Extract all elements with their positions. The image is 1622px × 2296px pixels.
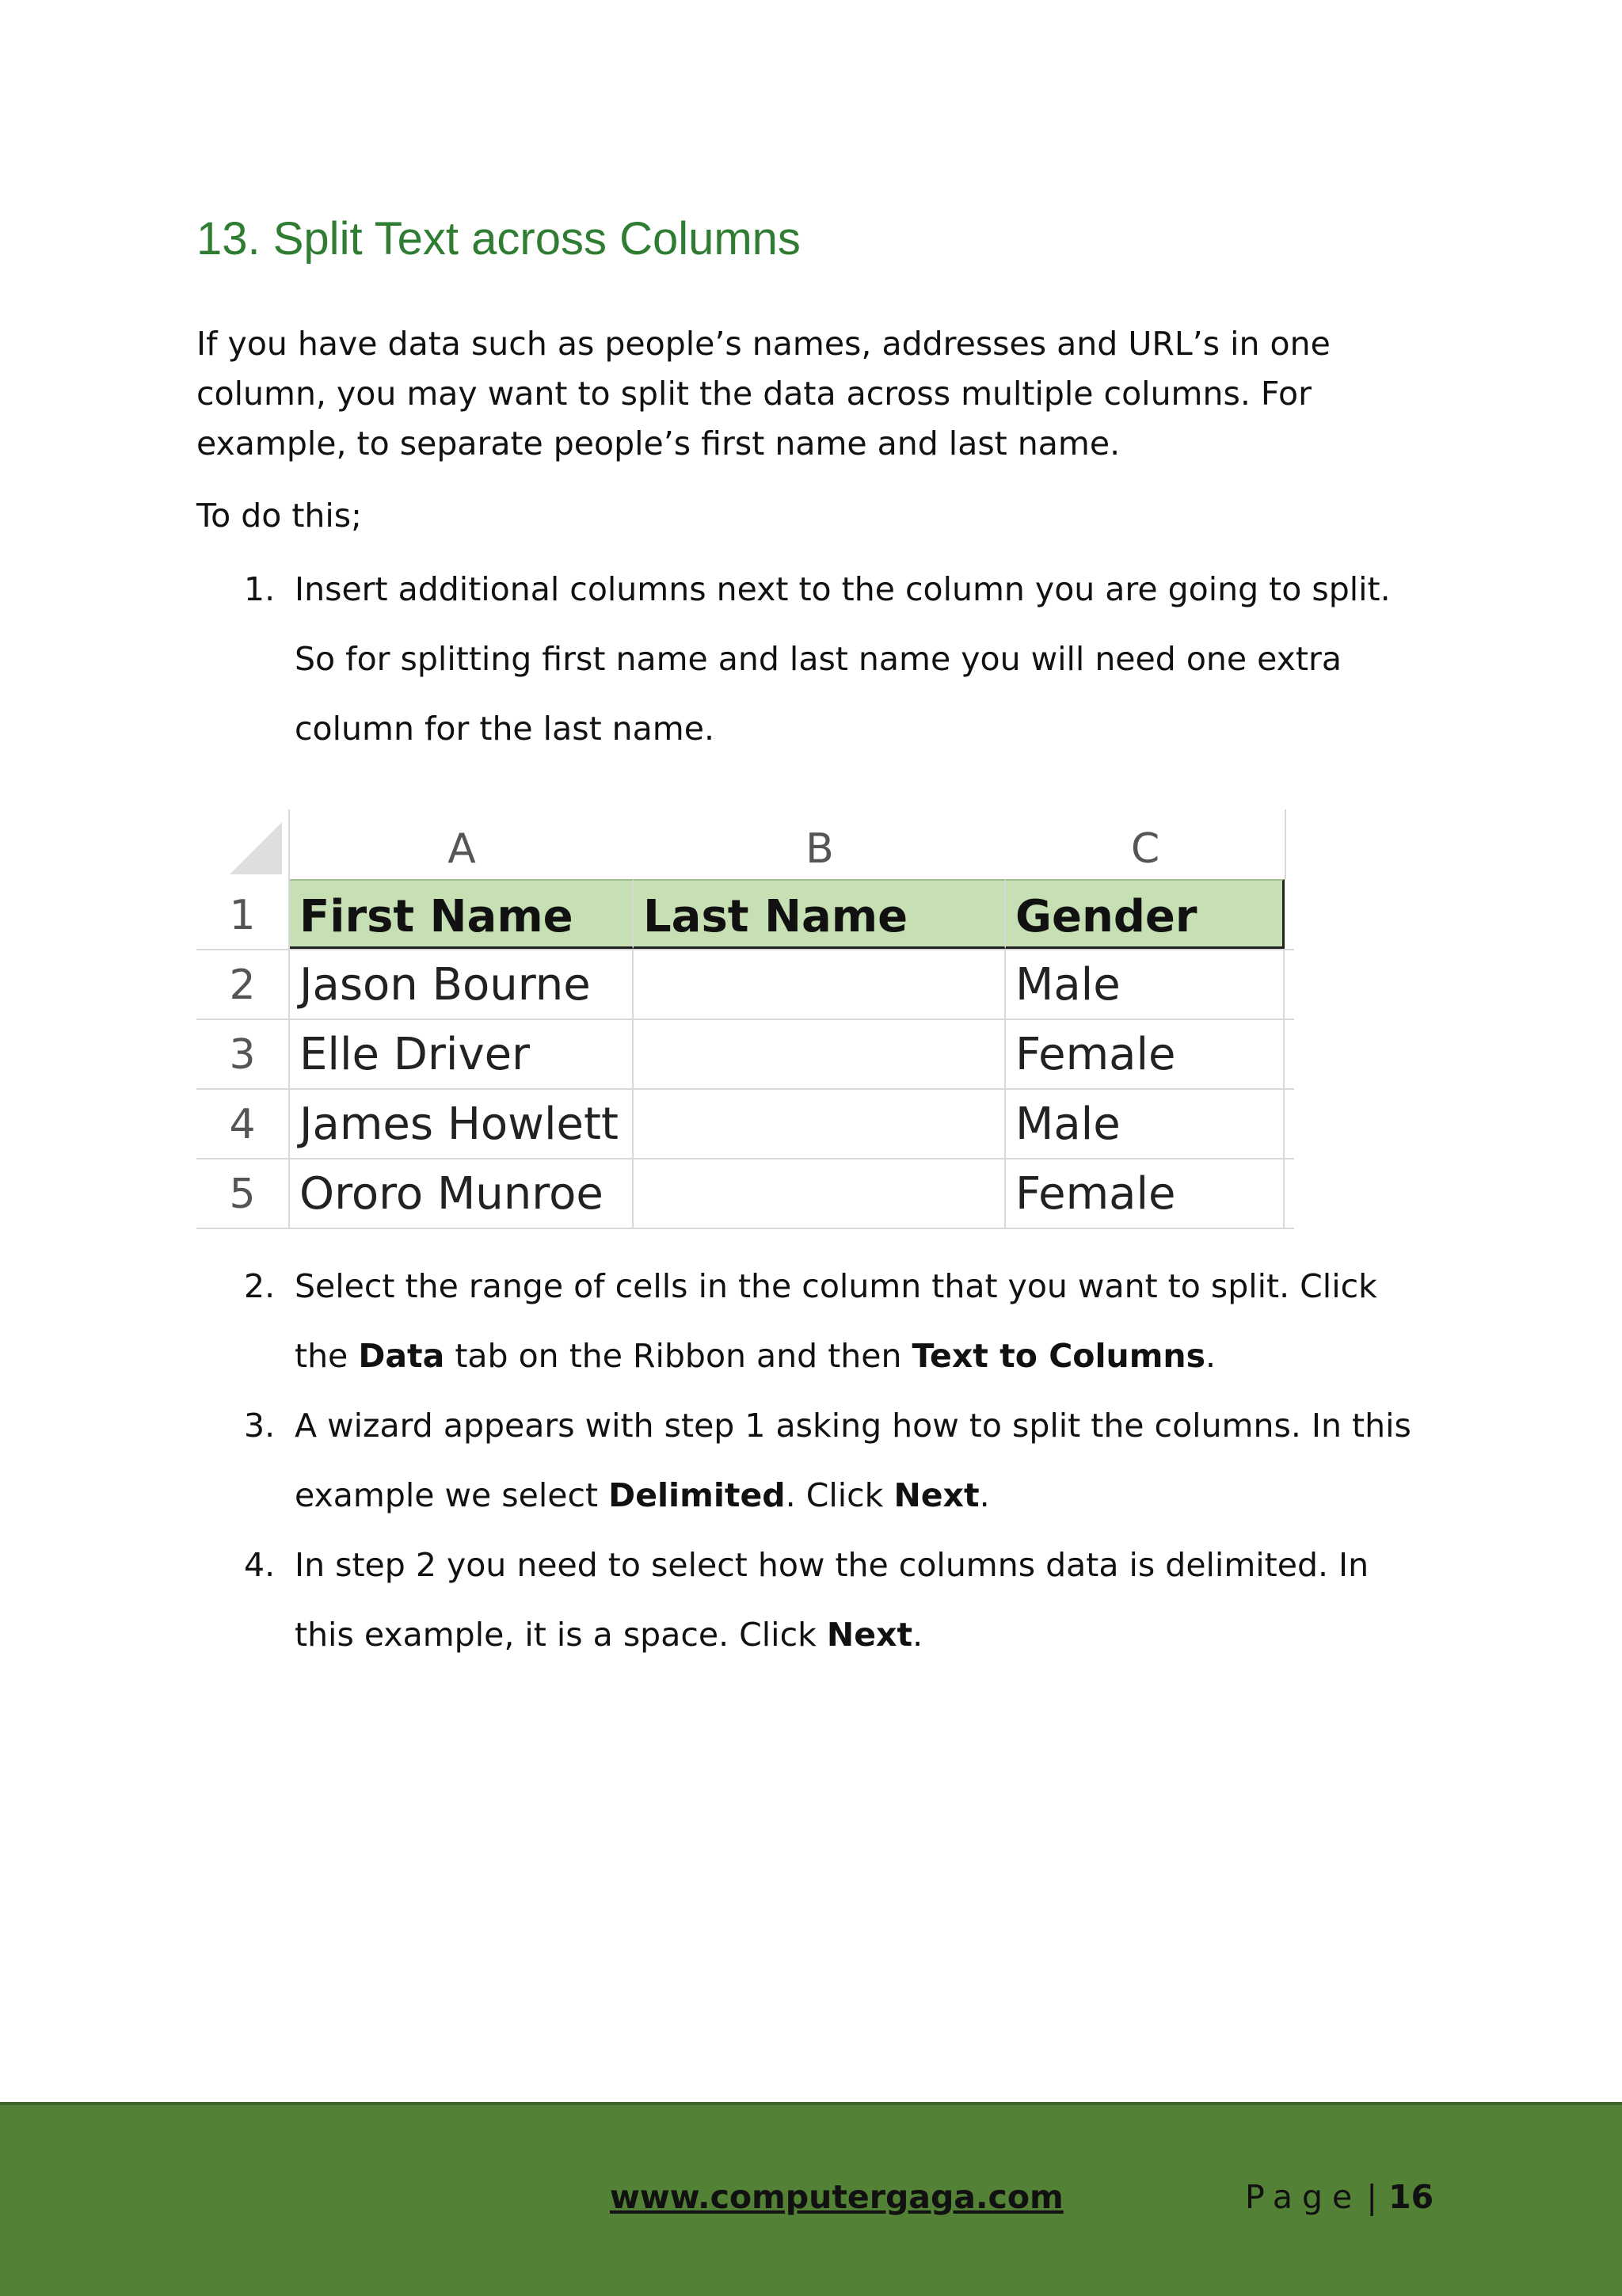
table-cell: Female xyxy=(1006,1158,1285,1228)
column-header-b: B xyxy=(634,809,1007,879)
column-header-c: C xyxy=(1006,809,1286,879)
step-text: Select the range of cells in the column that you want to split. Click the xyxy=(295,1267,1377,1375)
table-cell xyxy=(634,1019,1006,1088)
step-text: Insert additional columns next to the column you are going to split. So for splitting first name and last name you will need one extra column for the last name. xyxy=(295,570,1391,748)
table-cell: Ororo Munroe xyxy=(290,1158,634,1228)
website-link[interactable]: www.computergaga.com xyxy=(610,2178,1064,2216)
row-number: 5 xyxy=(196,1158,290,1228)
step-emphasis: Text to Columns xyxy=(912,1337,1206,1375)
step-emphasis: Delimited xyxy=(608,1476,786,1514)
step-emphasis: Data xyxy=(358,1337,445,1375)
step-text: . xyxy=(1205,1337,1216,1375)
table-cell: Male xyxy=(1006,949,1285,1019)
step-number: 1. xyxy=(244,570,276,608)
intro-paragraph: If you have data such as people’s names, addresses and URL’s in one column, you may want to split the data across multiple columns. For example, to separate people’s first name and last name. xyxy=(196,325,1331,463)
page-separator: | xyxy=(1366,2178,1378,2216)
table-row xyxy=(196,1158,1294,1229)
table-cell: Last Name xyxy=(634,879,1006,949)
step-number: 3. xyxy=(244,1407,276,1445)
todo-line: To do this; xyxy=(196,497,362,535)
page-indicator xyxy=(1245,2178,1434,2216)
table-cell: James Howlett xyxy=(290,1088,634,1158)
table-row xyxy=(196,879,1294,950)
step-text: A wizard appears with step 1 asking how to split the columns. In this example we select xyxy=(295,1407,1411,1514)
list-item xyxy=(196,554,1432,763)
page-footer xyxy=(0,2102,1622,2296)
table-cell xyxy=(634,949,1006,1019)
table-cell: First Name xyxy=(290,879,634,949)
section-heading: 13. Split Text across Columns xyxy=(196,213,801,265)
table-row xyxy=(196,949,1294,1020)
spreadsheet-excerpt xyxy=(196,809,1294,1228)
step-text: tab on the Ribbon and then xyxy=(444,1337,912,1375)
table-cell: Elle Driver xyxy=(290,1019,634,1088)
steps-list-part1 xyxy=(196,554,1432,763)
step-emphasis: Next xyxy=(826,1616,913,1654)
list-item xyxy=(196,1530,1432,1670)
page-number: 16 xyxy=(1388,2178,1434,2216)
table-cell xyxy=(634,1158,1006,1228)
table-cell: Male xyxy=(1006,1088,1285,1158)
select-all-corner xyxy=(196,809,290,879)
table-cell: Jason Bourne xyxy=(290,949,634,1019)
step-text: . Click xyxy=(785,1476,894,1514)
table-cell: Gender xyxy=(1006,879,1285,949)
list-item xyxy=(196,1391,1432,1530)
table-cell: Female xyxy=(1006,1019,1285,1088)
step-text: . xyxy=(912,1616,923,1654)
step-number: 4. xyxy=(244,1546,276,1584)
column-header-a: A xyxy=(290,809,635,879)
table-row xyxy=(196,1019,1294,1090)
step-emphasis: Next xyxy=(893,1476,980,1514)
table-cell xyxy=(634,1088,1006,1158)
step-text: In step 2 you need to select how the columns data is delimited. In this example, it is a space. Click xyxy=(295,1546,1369,1654)
page-label: Page xyxy=(1245,2178,1362,2216)
row-number: 3 xyxy=(196,1019,290,1088)
step-number: 2. xyxy=(244,1267,276,1305)
step-text: . xyxy=(979,1476,990,1514)
row-number: 4 xyxy=(196,1088,290,1158)
list-item xyxy=(196,1251,1432,1391)
row-number: 1 xyxy=(196,879,290,949)
row-number: 2 xyxy=(196,949,290,1019)
table-row xyxy=(196,1088,1294,1159)
steps-list-part2 xyxy=(196,1251,1432,1670)
